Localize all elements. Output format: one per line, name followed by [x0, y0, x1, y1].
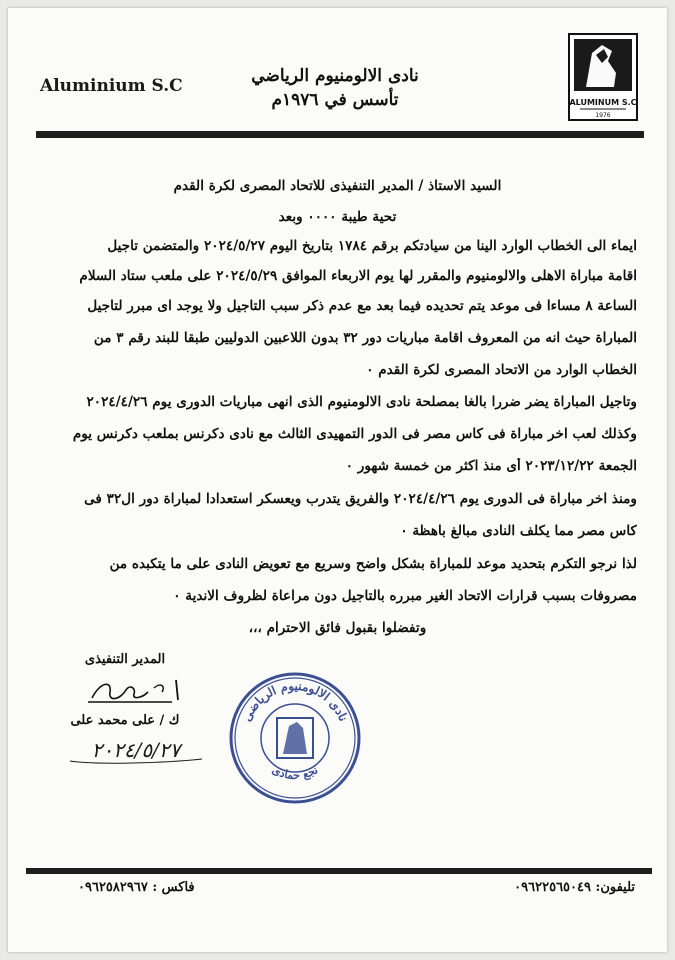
phone-number: ٠٩٦٢٢٥٦٥٠٤٩ — [514, 880, 591, 895]
signatory-title: المدير التنفيذى — [84, 652, 166, 667]
svg-text:نجع حمادى — [270, 763, 320, 782]
club-logo-icon — [568, 33, 638, 121]
handwritten-date — [66, 733, 206, 767]
letter-paper — [8, 8, 667, 952]
body-line-1: ايماء الى الخطاب الوارد الينا من سيادتكم برقم ١٧٨٤ بتاريخ اليوم ٢٠٢٤/٥/٢٧ والمتضمن تاجيل — [107, 238, 637, 254]
body-line-3: الساعة ٨ مساءا فى موعد يتم تحديده فيما بعد مع عدم ذكر سبب التاجيل ولا يوجد اى مبرر لتاجيل — [87, 298, 637, 314]
stamp-subtext: نجع حمادى — [269, 763, 321, 782]
signatory-name: ك / على محمد على — [70, 713, 180, 728]
club-header — [250, 64, 420, 112]
footer-phone — [514, 880, 635, 895]
body-line-11: لذا نرجو التكرم بتحديد موعد للمباراة بشكل واضح وسريع مع تعويض النادى على ما يتكبده من — [109, 556, 637, 572]
body-line-6: وتاجيل المباراة يضر ضررا بالغا بمصلحة نادى الالومنيوم الذى انهى مباريات الدورى يوم ٢٠٢٤/٤/٢٦ — [86, 394, 637, 410]
logo-year: 1976 — [595, 112, 611, 119]
club-founded: تأسس في ١٩٧٦م — [271, 90, 399, 110]
body-line-7: وكذلك لعب اخر مباراة فى كاس مصر فى الدور التمهيدى الثالث مع نادى دكرنس بملعب دكرنس يوم — [72, 426, 637, 442]
footer-fax — [78, 880, 195, 895]
greeting: تحية طيبة ٠٠٠٠ وبعد — [278, 209, 397, 225]
body-line-8: الجمعة ٢٠٢٣/١٢/٢٢ أى منذ اكثر من خمسة شهور ٠ — [345, 458, 637, 474]
footer-divider — [26, 868, 652, 874]
phone-label: تليفون: — [595, 880, 635, 895]
handwritten-signature — [80, 672, 190, 710]
body-line-9: ومنذ اخر مباراة فى الدورى يوم ٢٠٢٤/٤/٢٦ والفريق يتدرب ويعسكر استعدادا لمباراة دور ال٣٢ فى — [84, 491, 637, 507]
body-line-2: اقامة مباراة الاهلى والالومنيوم والمقرر لها يوم الاربعاء الموافق ٢٠٢٤/٥/٢٩ على ملعب ستاد السلام — [79, 268, 637, 284]
addressee: السيد الاستاذ / المدير التنفيذى للاتحاد المصرى لكرة القدم — [173, 178, 502, 194]
closing: وتفضلوا بقبول فائق الاحترام ،،، — [248, 620, 427, 636]
fax-number: ٠٩٦٢٥٨٢٩٦٧ — [78, 880, 148, 895]
body-line-4: المباراة حيث انه من المعروف اقامة مباريات دور ٣٢ بدون اللاعبين الدوليين طبقا للبند رقم ٣ من — [93, 330, 637, 346]
body-line-12: مصروفات بسبب قرارات الاتحاد الغير مبرره بالتاجيل دون مراعاة لظروف الاندية ٠ — [173, 588, 637, 604]
club-seal-stamp — [225, 668, 365, 808]
logo-text: ALUMINUM S.C — [569, 98, 637, 107]
body-line-10: كاس مصر مما يكلف النادى مبالغ باهظة ٠ — [400, 523, 637, 539]
stamp-text: نادى الالومنيوم الرياضى — [239, 678, 351, 724]
body-line-5: الخطاب الوارد من الاتحاد المصرى لكرة القدم ٠ — [366, 362, 637, 378]
fax-label: فاكس : — [152, 880, 195, 895]
handwritten-date-text: ٢٠٢٤/٥/٢٧ — [91, 738, 181, 762]
header-divider — [36, 131, 644, 138]
club-arabic-name: نادى الالومنيوم الرياضي — [251, 66, 419, 86]
club-latin-name: Aluminium S.C — [40, 76, 183, 96]
